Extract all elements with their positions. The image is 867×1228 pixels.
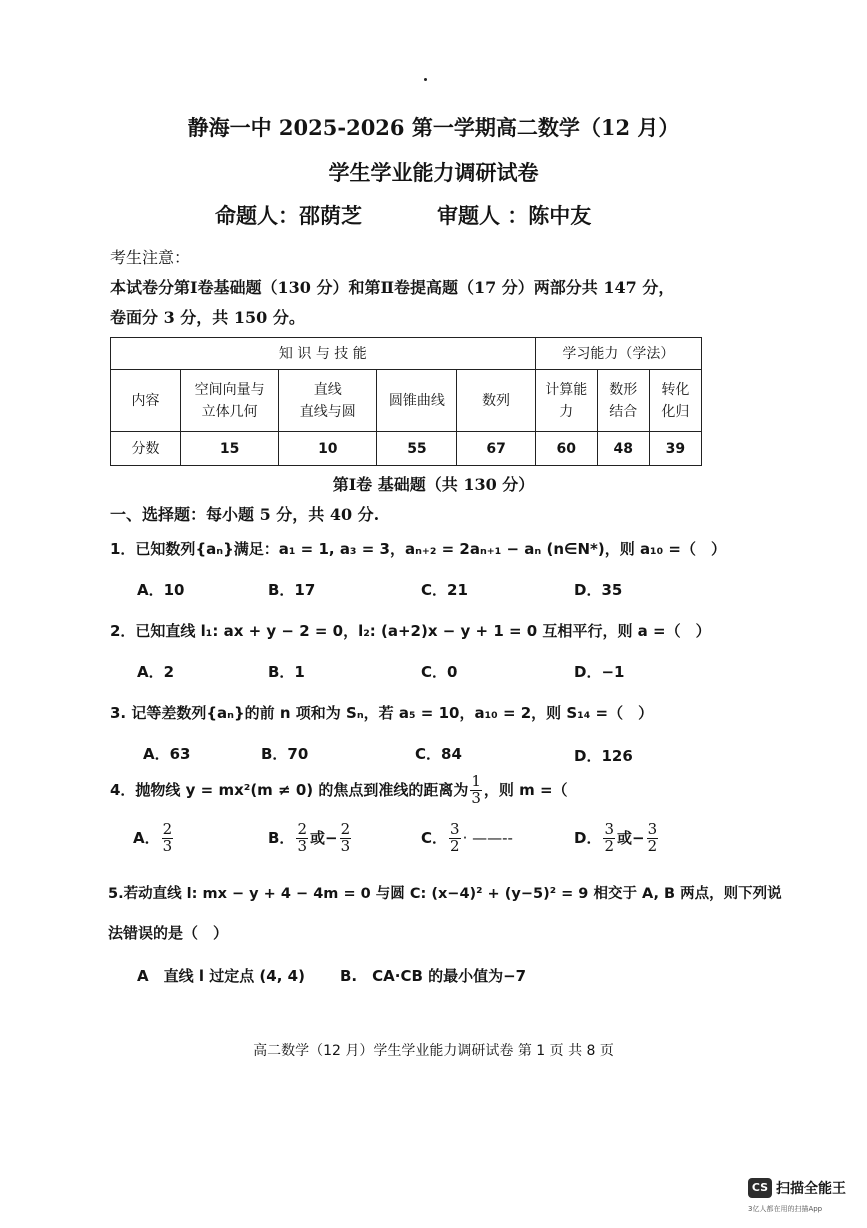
score-cell: 55	[377, 432, 457, 466]
table-header-cell: 圆锥曲线	[377, 370, 457, 432]
score-cell: 60	[535, 432, 597, 466]
part1-heading: 第Ⅰ卷 基础题（共 130 分）	[332, 475, 535, 494]
q3-option-a: A．63	[143, 745, 191, 763]
page-footer: 高二数学（12 月）学生学业能力调研试卷 第 1 页 共 8 页	[253, 1043, 614, 1059]
table-header-cell: 直线 直线与圆	[279, 370, 377, 432]
table-header-cell: 数形 结合	[597, 370, 649, 432]
q4-option-a: A． $\frac{2}{3}$	[133, 820, 173, 855]
q3-option-b: B．70	[261, 745, 309, 763]
q3-option-c: C．84	[415, 745, 462, 763]
setter-label: 命题人：邵荫芝	[215, 203, 362, 228]
notice-line-2: 卷面分 3 分，共 150 分。	[110, 308, 305, 327]
scanner-watermark	[748, 1176, 856, 1220]
question-2: 2．已知直线 l₁: ax + y − 2 = 0，l₂: (a+2)x − y + 1 = 0 互相平行，则 a =（ ）	[110, 622, 711, 640]
q5-option-b: B. CA·CB 的最小值为−7	[340, 967, 527, 985]
scan-speck	[424, 78, 427, 81]
q4-option-b: B． $\frac{2}{3}$ 或− $\frac{2}{3}$	[268, 820, 351, 855]
reviewer-label: 审题人 ：陈中友	[437, 203, 592, 228]
row-label-content: 内容	[111, 370, 181, 432]
table-group-ability: 学习能力（学法）	[535, 338, 701, 370]
score-cell: 67	[457, 432, 535, 466]
q4-option-c: C． $\frac{3}{2}$ · ——--	[421, 820, 513, 855]
q1-option-d: D．35	[574, 581, 623, 599]
table-header-cell: 计算能 力	[535, 370, 597, 432]
score-distribution-table	[110, 337, 702, 466]
q2-option-a: A．2	[137, 663, 175, 681]
question-5-line-1: 5.若动直线 l: mx − y + 4 − 4m = 0 与圆 C: (x−4)² + (y−5)² = 9 相交于 A, B 两点，则下列说	[108, 886, 782, 902]
question-4: 4．抛物线 y = mx²(m ≠ 0) 的焦点到准线的距离为 $\frac{1}{3}$ ，则 m =（	[110, 772, 568, 807]
notice-heading: 考生注意：	[110, 248, 191, 267]
score-cell: 39	[649, 432, 701, 466]
exam-title: 静海一中 2025-2026 第一学期高二数学（12 月）	[187, 115, 680, 140]
q1-option-a: A．10	[137, 581, 185, 599]
q2-option-b: B．1	[268, 663, 305, 681]
table-group-knowledge: 知 识 与 技 能	[111, 338, 536, 370]
q4-fraction: $\frac{1}{3}$	[471, 772, 481, 807]
score-cell: 15	[181, 432, 279, 466]
camscanner-logo-icon: CS	[748, 1178, 772, 1198]
q4-option-d: D． $\frac{3}{2}$ 或− $\frac{3}{2}$	[574, 820, 658, 855]
q1-option-b: B．17	[268, 581, 316, 599]
q1-option-c: C．21	[421, 581, 468, 599]
q3-option-d: D．126	[574, 747, 633, 765]
exam-subtitle: 学生学业能力调研试卷	[328, 160, 539, 185]
watermark-name: 扫描全能王	[776, 1181, 846, 1197]
score-cell: 10	[279, 432, 377, 466]
watermark-subtitle: 3亿人都在用的扫描App	[748, 1205, 823, 1213]
section-choice-heading: 一、选择题：每小题 5 分，共 40 分.	[110, 505, 380, 524]
q5-option-a: A 直线 l 过定点 (4, 4)	[137, 967, 305, 985]
score-cell: 48	[597, 432, 649, 466]
q2-option-c: C．0	[421, 663, 458, 681]
table-header-cell: 空间向量与 立体几何	[181, 370, 279, 432]
row-label-score: 分数	[111, 432, 181, 466]
table-header-cell: 转化 化归	[649, 370, 701, 432]
notice-line-1: 本试卷分第Ⅰ卷基础题（130 分）和第Ⅱ卷提高题（17 分）两部分共 147 分，	[110, 278, 675, 297]
question-5-line-2: 法错误的是（ ）	[108, 924, 229, 942]
question-3: 3. 记等差数列{aₙ}的前 n 项和为 Sₙ，若 a₅ = 10，a₁₀ = 2，则 S₁₄ =（ ）	[110, 704, 654, 722]
q2-option-d: D．−1	[574, 663, 625, 681]
question-1: 1．已知数列{aₙ}满足：a₁ = 1, a₃ = 3，aₙ₊₂ = 2aₙ₊₁ − aₙ (n∈N*)，则 a₁₀ =（ ）	[110, 540, 726, 558]
table-header-cell: 数列	[457, 370, 535, 432]
